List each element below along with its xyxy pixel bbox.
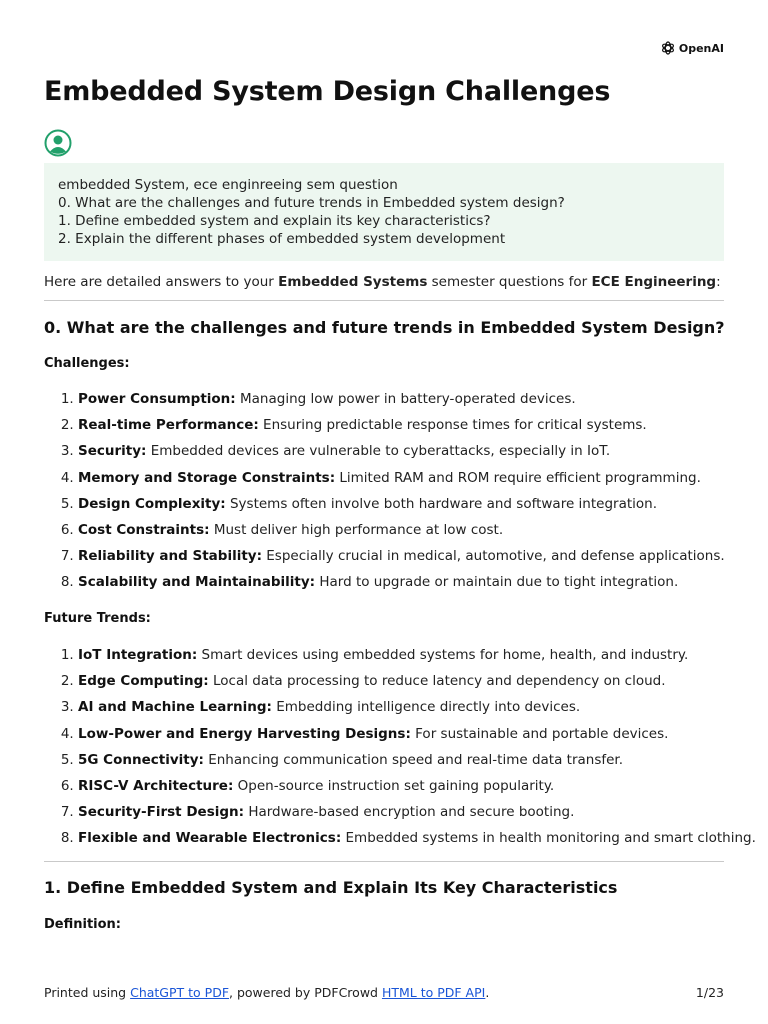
divider	[44, 861, 724, 862]
page-footer	[44, 985, 724, 1000]
list-item	[78, 672, 756, 698]
item-desc: Limited RAM and ROM require efficient programming.	[335, 469, 701, 486]
item-desc: Local data processing to reduce latency and dependency on cloud.	[208, 673, 666, 690]
chatgpt-to-pdf-link[interactable]: ChatGPT to PDF	[130, 985, 230, 1000]
item-desc: For sustainable and portable devices.	[410, 725, 669, 742]
section-heading-challenges-trends: 0. What are the challenges and future trends in Embedded System Design?	[44, 318, 725, 337]
item-term: Real-time Performance:	[78, 417, 259, 434]
list-item	[78, 725, 756, 751]
intro-text: semester questions for	[427, 274, 592, 290]
future-trends-heading: Future Trends:	[44, 611, 151, 626]
item-desc: Must deliver high performance at low cost.	[209, 521, 504, 538]
html-to-pdf-api-link[interactable]: HTML to PDF API	[381, 985, 486, 1000]
item-term: IoT Integration:	[78, 647, 198, 663]
list-item	[78, 573, 725, 599]
item-term: Security:	[78, 443, 147, 460]
item-term: Power Consumption:	[78, 391, 236, 407]
item-desc: Especially crucial in medical, automotive, and defense applications.	[261, 548, 725, 565]
list-item	[78, 803, 756, 829]
prompt-line: 1. Define embedded system and explain its key characteristics?	[58, 213, 491, 229]
list-item	[78, 777, 756, 803]
prompt-line: 0. What are the challenges and future trends in Embedded system design?	[58, 195, 565, 211]
item-desc: Enhancing communication speed and real-time data transfer.	[203, 751, 624, 768]
item-term: Design Complexity:	[78, 495, 226, 512]
challenges-list	[44, 390, 725, 600]
list-item	[78, 495, 725, 521]
section-heading-definition: 1. Define Embedded System and Explain Its Key Characteristics	[44, 878, 618, 897]
item-desc: Systems often involve both hardware and software integration.	[225, 495, 658, 512]
item-desc: Hardware-based encryption and secure booting.	[244, 804, 575, 821]
item-term: Edge Computing:	[78, 673, 209, 690]
footer-credit	[44, 985, 489, 1000]
list-item	[78, 751, 756, 777]
item-term: Low-Power and Energy Harvesting Designs:	[78, 725, 411, 742]
list-item	[78, 698, 756, 724]
footer-text: , powered by PDFCrowd	[229, 985, 382, 1000]
brand-name: OpenAI	[678, 41, 724, 55]
user-prompt	[44, 163, 724, 261]
item-term: Flexible and Wearable Electronics:	[78, 830, 342, 847]
intro-text: :	[716, 274, 721, 290]
item-term: Security-First Design:	[78, 804, 245, 821]
intro-text: Here are detailed answers to your	[44, 274, 279, 290]
item-desc: Embedding intelligence directly into devices.	[271, 699, 581, 716]
page-title: Embedded System Design Challenges	[44, 76, 611, 107]
item-desc: Embedded devices are vulnerable to cyberattacks, especially in IoT.	[146, 443, 611, 460]
page-number: 1/23	[695, 985, 724, 1000]
footer-text: .	[485, 985, 490, 1000]
list-item	[78, 469, 725, 495]
intro-bold-branch: ECE Engineering	[591, 274, 717, 290]
list-item	[78, 416, 725, 442]
item-desc: Managing low power in battery-operated devices.	[235, 391, 576, 407]
item-desc: Embedded systems in health monitoring and smart clothing.	[341, 830, 756, 847]
list-item	[78, 547, 725, 573]
prompt-line: embedded System, ece enginreeing sem question	[58, 177, 398, 193]
item-desc: Smart devices using embedded systems for home, health, and industry.	[197, 647, 689, 663]
item-term: Cost Constraints:	[78, 521, 210, 538]
divider	[44, 300, 724, 301]
future-trends-list	[44, 646, 756, 856]
item-desc: Ensuring predictable response times for critical systems.	[258, 417, 647, 434]
item-desc: Hard to upgrade or maintain due to tight integration.	[315, 574, 679, 591]
item-term: Memory and Storage Constraints:	[78, 469, 336, 486]
item-desc: Open-source instruction set gaining popularity.	[233, 777, 555, 794]
prompt-line: 2. Explain the different phases of embedded system development	[58, 231, 506, 247]
user-avatar-icon	[44, 129, 72, 157]
item-term: AI and Machine Learning:	[78, 699, 272, 716]
item-term: Reliability and Stability:	[78, 548, 262, 565]
list-item	[78, 521, 725, 547]
item-term: 5G Connectivity:	[78, 751, 204, 768]
footer-text: Printed using	[44, 985, 131, 1000]
list-item	[78, 442, 725, 468]
intro-paragraph	[44, 274, 721, 290]
item-term: RISC-V Architecture:	[78, 777, 234, 794]
challenges-heading: Challenges:	[44, 356, 130, 371]
openai-logo	[660, 40, 724, 56]
list-item	[78, 829, 756, 855]
intro-bold-subject: Embedded Systems	[278, 274, 428, 290]
definition-heading: Definition:	[44, 917, 122, 932]
list-item	[78, 646, 756, 672]
item-term: Scalability and Maintainability:	[78, 574, 316, 591]
list-item	[78, 390, 725, 416]
openai-logo-icon	[660, 40, 676, 56]
